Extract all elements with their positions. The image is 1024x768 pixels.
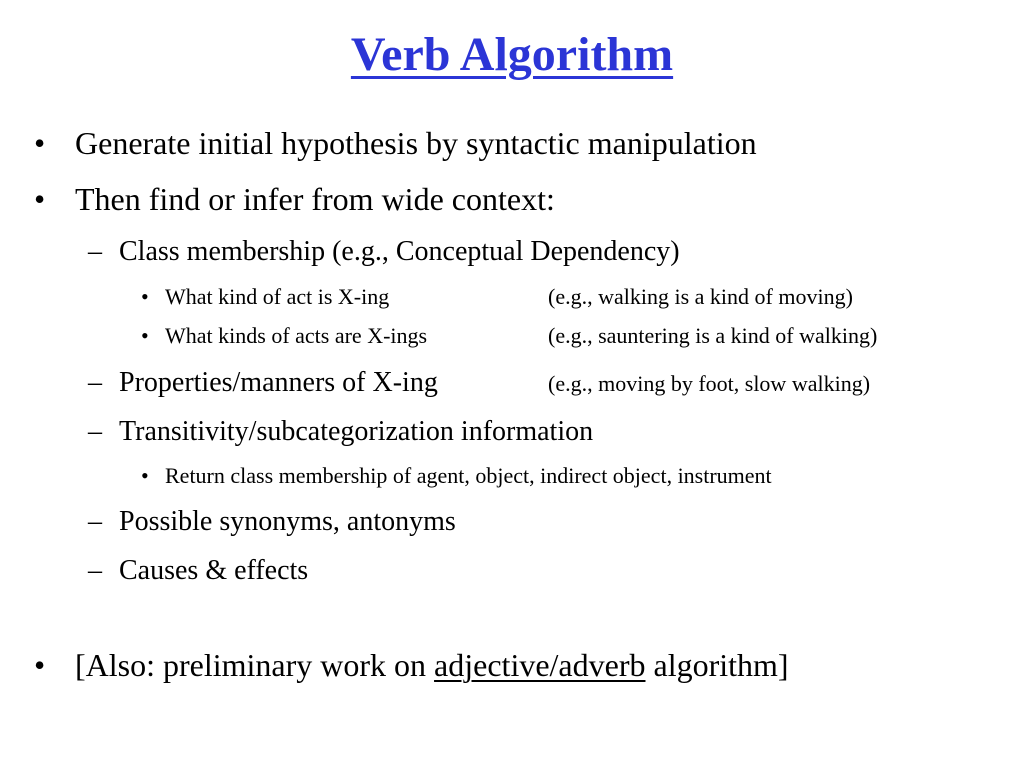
slide-title-text: Verb Algorithm: [350, 28, 674, 81]
sub-bullet-text: Transitivity/subcategorization information: [119, 416, 594, 447]
sub-bullet-text: Causes & effects: [119, 555, 309, 586]
adjective-adverb-link[interactable]: adjective/adverb: [434, 647, 646, 683]
bullet-marker: •: [34, 125, 46, 161]
bullet-text: [75, 646, 789, 684]
bullet-marker: •: [34, 647, 46, 683]
dash-marker: –: [88, 555, 102, 586]
sub-sub-bullet-text: Return class membership of agent, object, indirect object, instrument: [165, 463, 772, 488]
bullet-marker: •: [141, 284, 149, 309]
bullet-text: Generate initial hypothesis by syntactic manipulation: [75, 125, 757, 161]
dash-marker: –: [88, 506, 102, 537]
example-text: (e.g., walking is a kind of moving): [548, 284, 853, 309]
also-text-after: algorithm]: [645, 647, 789, 683]
bullet-marker: •: [141, 323, 149, 348]
slide-title: [0, 26, 1024, 84]
dash-marker: –: [88, 416, 102, 447]
dash-marker: –: [88, 367, 102, 398]
dash-marker: –: [88, 236, 102, 267]
sub-sub-bullet-text: What kind of act is X-ing: [165, 284, 390, 309]
example-text: (e.g., moving by foot, slow walking): [548, 371, 871, 396]
sub-bullet-text: Properties/manners of X-ing: [119, 367, 438, 398]
bullet-text: Then find or infer from wide context:: [75, 181, 555, 217]
sub-sub-bullet-text: What kinds of acts are X-ings: [165, 323, 428, 348]
sub-bullet-text: Class membership (e.g., Conceptual Dependency): [119, 236, 680, 267]
example-text: (e.g., sauntering is a kind of walking): [548, 323, 878, 348]
also-text-before: [Also: preliminary work on: [75, 647, 435, 683]
sub-bullet-text: Possible synonyms, antonyms: [119, 506, 456, 537]
bullet-marker: •: [141, 463, 149, 488]
bullet-marker: •: [34, 181, 46, 217]
